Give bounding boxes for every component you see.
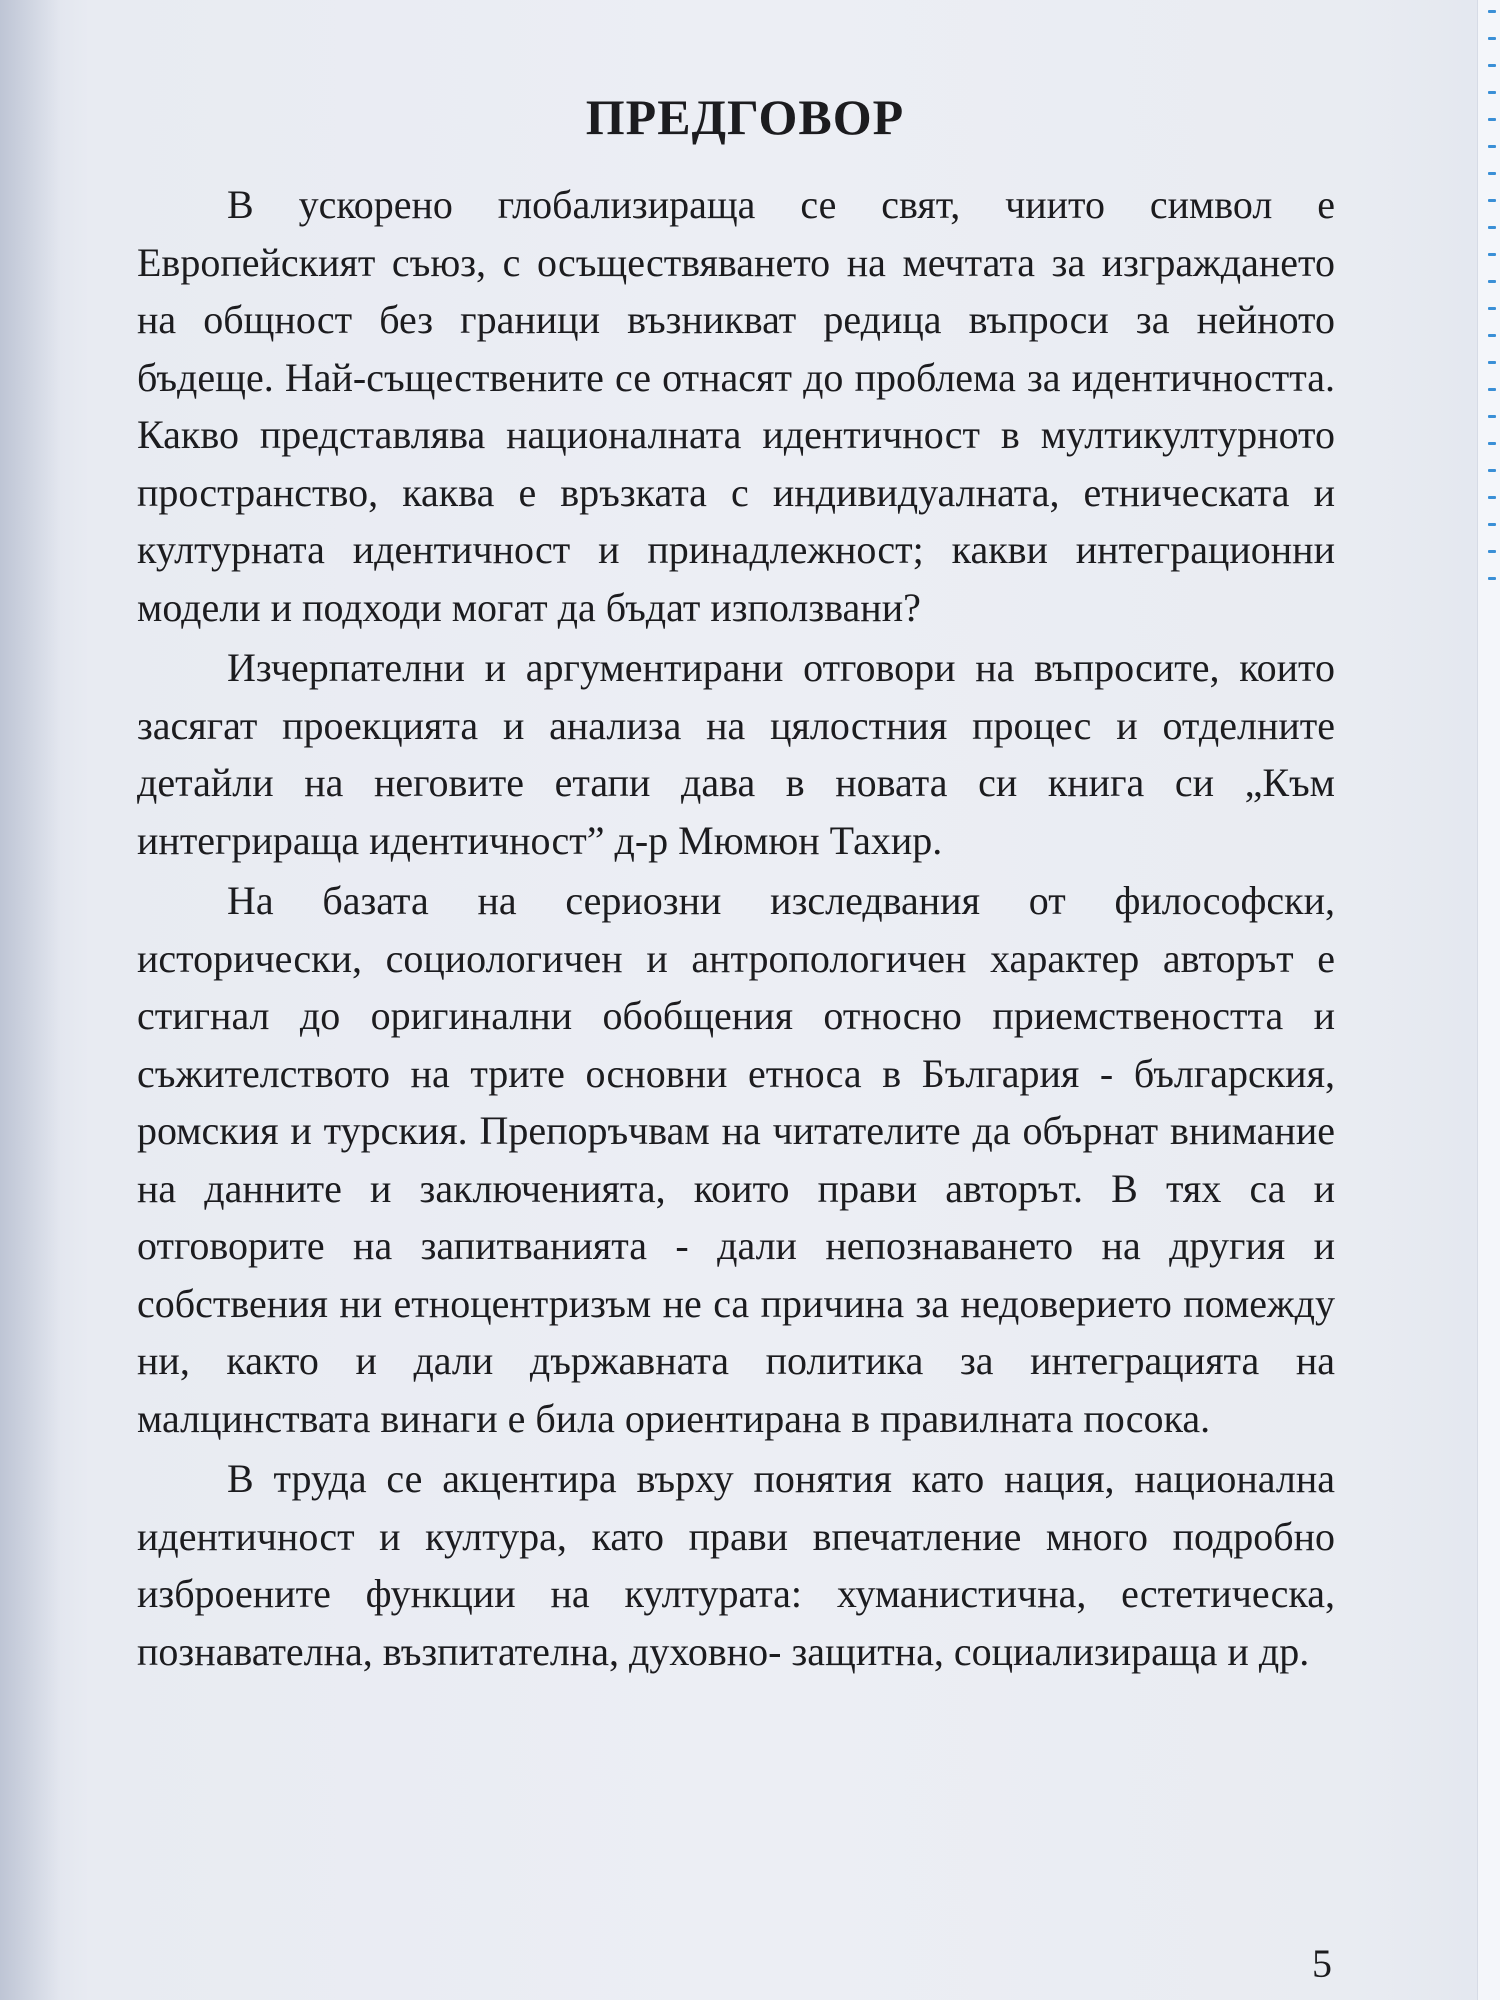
spine-mark [1488, 469, 1496, 472]
spine-mark [1488, 388, 1496, 391]
spine-mark [1488, 199, 1496, 202]
spine-mark [1488, 307, 1496, 310]
spine-mark [1488, 577, 1496, 580]
spine-mark [1488, 280, 1496, 283]
spine-mark [1488, 253, 1496, 256]
spine-mark [1488, 415, 1496, 418]
paragraph-3: На базата на сериозни изследвания от философски, исторически, социологичен и антропологичен характер авторът е стигнал до оригинални обобщения относно приемствеността и съжителството на трите основни етноса в България - българския, ромския и турския. Препоръчвам на читателите да обърнат внимание на данните и заключенията, които прави авторът. В тях са и отговорите на запитванията - дали непознаването на другия и собствения ни етноцентризъм не са причина за недоверието помежду ни, както и дали държавната политика за интеграцията на малцинствата винаги е била ориентирана в правилната посока. [137, 878, 1335, 1441]
spine-mark [1488, 226, 1496, 229]
spine-mark [1488, 496, 1496, 499]
spine-mark [1488, 91, 1496, 94]
spine-mark [1488, 37, 1496, 40]
book-spine-edge [1477, 0, 1500, 2000]
paragraph-4: В труда се акцентира върху понятия като нация, национална идентичност и култура, като прави впечатление много подробно изброените функции на културата: хуманистична, естетическа, познавателна, възпитателна, духовно- защитна, социализираща и др. [137, 1456, 1335, 1674]
spine-mark [1488, 172, 1496, 175]
spine-mark [1488, 334, 1496, 337]
page-title: ПРЕДГОВОР [585, 89, 905, 145]
spine-mark [1488, 145, 1496, 148]
page-content [137, 88, 1335, 1683]
spine-mark [1488, 550, 1496, 553]
spine-mark [1488, 10, 1496, 13]
spine-mark [1488, 64, 1496, 67]
page-edge-shadow [0, 0, 60, 2000]
paragraph-2: Изчерпателни и аргументирани отговори на въпросите, които засягат проекцията и анализа на цялостния процес и отделните детайли на неговите етапи дава в новата си книга си „Към интегрираща идентичност” д-р Мюмюн Тахир. [137, 645, 1335, 863]
paragraph-1: В ускорено глобализираща се свят, чиито символ е Европейският съюз, с осъществяването на мечтата за изграждането на общност без граници възникват редица въпроси за нейното бъдеще. Най-съществените се отнасят до проблема за идентичността. Какво представлява националната идентичност в мултикултурното пространство, каква е връзката с индивидуалната, етническата и културната идентичност и принадлежност; какви интеграционни модели и подходи могат да бъдат използвани? [137, 182, 1335, 630]
spine-mark [1488, 118, 1496, 121]
spine-mark [1488, 523, 1496, 526]
spine-mark [1488, 361, 1496, 364]
spine-mark [1488, 442, 1496, 445]
page-number: 5 [1312, 1941, 1332, 1986]
